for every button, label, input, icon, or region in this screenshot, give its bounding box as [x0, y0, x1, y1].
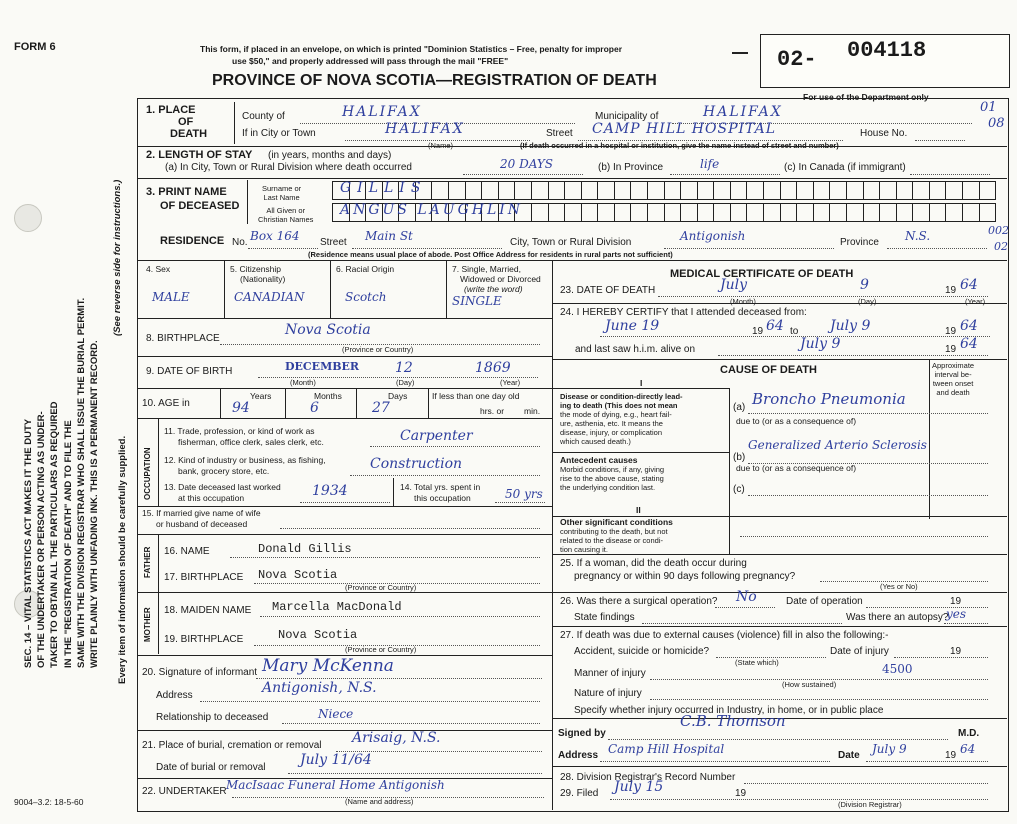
part-two-label: II — [636, 505, 641, 515]
undertaker-label: 22. UNDERTAKER — [142, 786, 227, 797]
city-value: HALIFAX — [385, 121, 465, 137]
sex-label: 4. Sex — [146, 264, 171, 274]
occupation-vertical-label: OCCUPATION — [143, 447, 152, 500]
certify-label: 24. I HEREBY CERTIFY that I attended deceased from: — [560, 307, 807, 318]
date-of-death-month: July — [720, 277, 748, 293]
cause-c-label: (c) — [733, 484, 745, 495]
burial-date-value: July 11/64 — [300, 752, 372, 768]
mailing-notice-2: use $50," and properly addressed will pass through the mail "FREE" — [232, 56, 509, 66]
industry-value: Construction — [370, 456, 463, 472]
relationship-label: Relationship to deceased — [156, 712, 269, 723]
attended-to: July 9 — [830, 318, 871, 334]
dept-mark-1: 01 — [980, 100, 997, 115]
city-name-caption: (Name) — [428, 141, 454, 150]
nature-label: Nature of injury — [574, 688, 642, 699]
last-worked-value: 1934 — [312, 483, 348, 499]
registration-number: 004118 — [847, 38, 927, 63]
house-no-label: House No. — [860, 128, 908, 139]
citizenship-label: 5. Citizenship (Nationality) — [230, 264, 286, 284]
residence-margin-1: 002 — [988, 224, 1009, 237]
findings-label: State findings — [574, 612, 635, 623]
signed-year: 64 — [960, 742, 976, 756]
mother-vertical-label: MOTHER — [143, 607, 152, 642]
part-one-label: I — [640, 378, 643, 388]
stay-a-value: 20 DAYS — [500, 157, 554, 171]
place-of-death-label: 1. PLACE OF DEATH — [146, 104, 208, 140]
side-notice: SEC. 14 – VITAL STATISTICS ACT MAKES IT THE DUTY OF THE UNDERTAKER OR PERSON ACTING AS UNDER- TAKER TO OBTAIN ALL THE PARTICULARS AS REQUIRED IN THE "REGISTRATION OF DEATH" AND TO FILE THE SAME WITH THE DIVISION REGISTRAR WHO SHALL ISSUE THE BURIAL PERMIT. WRITE PLAINLY WITH UNFADING INK. THIS IS A PERMANENT RECORD. — [23, 297, 101, 668]
marital-label: 7. Single, Married, Widowed or Divorced (write the word) — [452, 264, 541, 294]
other-conditions-label: Other significant conditions contributing to the death, but not related to the disease or condi- tion causing it. — [560, 517, 673, 554]
injury-date-label: Date of injury — [830, 646, 889, 657]
pregnancy-label: 25. If a woman, did the death occur during pregnancy or within 90 days following pregnancy? — [560, 558, 796, 582]
father-birthplace-value: Nova Scotia — [258, 568, 338, 582]
burial-place-label: 21. Place of burial, cremation or removal — [142, 740, 322, 751]
dob-label: 9. DATE OF BIRTH — [146, 366, 233, 377]
signed-year-prefix: 19 — [945, 750, 957, 761]
mother-maiden-label: 18. MAIDEN NAME — [164, 605, 252, 616]
accident-label: Accident, suicide or homicide? — [574, 646, 710, 657]
trade-value: Carpenter — [400, 428, 473, 444]
surname-grid — [332, 181, 996, 200]
last-saw-year-prefix: 19 — [945, 344, 957, 355]
form-title: PROVINCE OF NOVA SCOTIA—REGISTRATION OF DEATH — [212, 72, 657, 89]
birthplace-value: Nova Scotia — [285, 322, 371, 338]
informant-address: Antigonish, N.S. — [262, 680, 377, 696]
surgery-value: No — [736, 589, 757, 605]
interval-label: Approximate interval be- tween onset and death — [932, 361, 975, 397]
registration-number-box — [760, 34, 1010, 88]
external-causes-label: 27. If death was due to external causes (violence) fill in also the following:- — [560, 630, 889, 641]
antecedent-label: Antecedent causes Morbid conditions, if any, giving rise to the above cause, stating the underlying condition last. — [560, 455, 665, 492]
sex-value: MALE — [152, 290, 190, 304]
residence-street-label: Street — [320, 237, 347, 248]
specify-label: Specify whether injury occurred in Industry, in home, or in public place — [574, 705, 884, 716]
mother-birthplace-caption: (Province or Country) — [345, 645, 417, 654]
operation-date-label: Date of operation — [786, 596, 863, 607]
total-years-value: 50 yrs — [505, 487, 543, 501]
father-birthplace-label: 17. BIRTHPLACE — [164, 572, 244, 583]
marital-value: SINGLE — [452, 294, 502, 308]
father-name-label: 16. NAME — [164, 546, 210, 557]
how-sustained-caption: (How sustained) — [782, 680, 837, 689]
municipality-label: Municipality of — [595, 111, 659, 122]
registration-prefix: 02- — [777, 47, 817, 72]
attended-from-year: 64 — [766, 318, 784, 334]
dod-month-caption: (Month) — [730, 297, 756, 306]
filed-label: 29. Filed — [560, 788, 599, 799]
manner-label: Manner of injury — [574, 668, 646, 679]
years-label: Years — [250, 391, 272, 401]
given-name-label: All Given or Christian Names — [258, 206, 314, 224]
cause-b-label: (b) — [733, 452, 746, 463]
date-of-death-label: 23. DATE OF DEATH — [560, 285, 656, 296]
punch-hole-top — [14, 204, 42, 232]
residence-label: RESIDENCE — [160, 235, 225, 247]
months-label: Months — [314, 391, 342, 401]
relationship-value: Niece — [318, 707, 354, 721]
hrs-label: hrs. or — [480, 406, 505, 416]
last-saw-label: and last saw h.i.m. alive on — [575, 344, 696, 355]
age-label: 10. AGE in — [142, 398, 190, 409]
min-label: min. — [524, 406, 541, 416]
pregnancy-caption: (Yes or No) — [880, 582, 918, 591]
mother-birthplace-label: 19. BIRTHPLACE — [164, 634, 244, 645]
to-label: to — [790, 326, 799, 337]
total-years-label: 14. Total yrs. spent in this occupation — [400, 482, 481, 503]
form-number: FORM 6 — [14, 41, 56, 53]
side-careful-note: Every item of information should be carefully supplied. — [117, 435, 128, 684]
burial-place-value: Arisaig, N.S. — [352, 730, 441, 746]
stay-a-label: (a) In City, Town or Rural Division where death occurred — [165, 162, 412, 173]
undertaker-value: MacIsaac Funeral Home Antigonish — [226, 778, 445, 792]
trade-label: 11. Trade, profession, or kind of work as fisherman, office clerk, sales clerk, etc. — [164, 426, 324, 447]
street-label: Street — [546, 128, 573, 139]
dash-mark — [732, 52, 748, 54]
attended-from-year-prefix: 19 — [752, 326, 764, 337]
residence-no-value: Box 164 — [250, 229, 300, 243]
cause-a-due-to: due to (or as a consequence of) — [736, 416, 857, 426]
date-of-death-year: 64 — [960, 277, 978, 293]
dob-day: 12 — [395, 360, 413, 376]
state-which-caption: (State which) — [735, 658, 779, 667]
signer-value: C.B. Thomson — [680, 712, 786, 730]
residence-province-label: Province — [840, 237, 879, 248]
county-value: HALIFAX — [342, 104, 422, 120]
spouse-label: 15. If married give name of wife or husband of deceased — [142, 508, 261, 529]
father-vertical-label: FATHER — [143, 546, 152, 578]
age-years-value: 94 — [232, 400, 250, 416]
injury-date-year-prefix: 19 — [950, 646, 962, 657]
attended-to-year: 64 — [960, 318, 978, 334]
length-of-stay-label: 2. LENGTH OF STAY — [146, 149, 253, 161]
residence-street-value: Main St — [365, 229, 413, 243]
cause-b-value: Generalized Arterio Sclerosis — [748, 438, 927, 452]
given-name-value: ANGUS LAUGHLIN — [340, 202, 524, 218]
less-than-day-label: If less than one day old — [432, 391, 520, 401]
operation-date-year-prefix: 19 — [950, 596, 962, 607]
surname-label: Surname or Last Name — [262, 184, 302, 202]
disease-label: Disease or condition-directly lead- ing to death (This does not mean the mode of dying, e.g., heart fail- ure, asthenia, etc. It means the disease, injury, or complication which caused death.) — [560, 392, 683, 446]
birthplace-label: 8. BIRTHPLACE — [146, 333, 220, 344]
stay-c-label: (c) In Canada (if immigrant) — [784, 162, 906, 173]
stay-b-value: life — [700, 157, 720, 171]
dod-year-caption: (Year) — [965, 297, 986, 306]
surgery-label: 26. Was there a surgical operation? — [560, 596, 718, 607]
signed-date-value: July 9 — [872, 742, 907, 756]
mother-maiden-value: Marcella MacDonald — [272, 600, 402, 614]
racial-origin-value: Scotch — [345, 290, 387, 304]
signed-by-label: Signed by — [558, 728, 606, 739]
side-instructions: (See reverse side for instructions.) — [112, 179, 123, 336]
father-birthplace-caption: (Province or Country) — [345, 583, 417, 592]
signed-date-label: Date — [838, 750, 860, 761]
registrar-record-label: 28. Division Registrar's Record Number — [560, 772, 736, 783]
dob-month: DECEMBER — [285, 360, 360, 373]
residence-division-label: City, Town or Rural Division — [510, 237, 632, 248]
last-saw-year: 64 — [960, 336, 978, 352]
cause-a-value: Broncho Pneumonia — [752, 390, 906, 408]
medical-certificate-title: MEDICAL CERTIFICATE OF DEATH — [670, 268, 854, 280]
cause-of-death-title: CAUSE OF DEATH — [720, 364, 817, 376]
date-of-death-year-prefix: 19 — [945, 285, 957, 296]
print-name-label: 3. PRINT NAME OF DECEASED — [146, 186, 240, 212]
residence-division-value: Antigonish — [680, 229, 746, 243]
dept-use-label: For use of the Department only — [803, 92, 929, 102]
md-label: M.D. — [958, 728, 980, 739]
footer-code: 9004–3.2: 18-5-60 — [14, 797, 84, 807]
county-label: County of — [242, 111, 285, 122]
dob-month-caption: (Month) — [290, 378, 316, 387]
days-label: Days — [388, 391, 408, 401]
attended-from: June 19 — [605, 318, 660, 334]
cause-a-label: (a) — [733, 402, 746, 413]
dod-day-caption: (Day) — [858, 297, 877, 306]
informant-signature-label: 20. Signature of informant — [142, 667, 258, 678]
filed-year-prefix: 19 — [735, 788, 747, 799]
dept-mark-2: 08 — [988, 116, 1005, 131]
signed-address-label: Address — [558, 750, 599, 761]
informant-signature: Mary McKenna — [262, 656, 394, 676]
residence-no-label: No. — [232, 237, 248, 248]
autopsy-value: yes — [946, 607, 967, 621]
municipality-value: HALIFAX — [703, 104, 783, 120]
hospital-note: (If death occurred in a hospital or institution, give the name instead of street and number) — [520, 141, 839, 150]
burial-date-label: Date of burial or removal — [156, 762, 266, 773]
mother-birthplace-value: Nova Scotia — [278, 628, 358, 642]
attended-to-year-prefix: 19 — [945, 326, 957, 337]
residence-margin-2: 02 — [994, 240, 1008, 253]
dob-year-caption: (Year) — [500, 378, 521, 387]
length-of-stay-sub: (in years, months and days) — [268, 150, 392, 161]
dob-day-caption: (Day) — [396, 378, 415, 387]
dob-year: 1869 — [475, 360, 511, 376]
signed-address-value: Camp Hill Hospital — [608, 742, 725, 756]
citizenship-value: CANADIAN — [234, 290, 305, 304]
cause-b-due-to: due to (or as a consequence of) — [736, 463, 857, 473]
industry-label: 12. Kind of industry or business, as fishing, bank, grocery store, etc. — [164, 455, 326, 476]
autopsy-label: Was there an autopsy? — [846, 612, 949, 623]
age-months-value: 6 — [310, 400, 319, 416]
undertaker-caption: (Name and address) — [345, 797, 414, 806]
filed-value: July 15 — [614, 779, 664, 795]
last-worked-label: 13. Date deceased last worked at this occupation — [164, 482, 281, 503]
birthplace-caption: (Province or Country) — [342, 345, 414, 354]
residence-province-value: N.S. — [905, 229, 931, 243]
residence-note: (Residence means usual place of abode. Post Office Address for residents in rural parts not sufficient) — [308, 250, 673, 259]
city-label: If in City or Town — [242, 128, 316, 139]
date-of-death-day: 9 — [860, 277, 869, 293]
manner-mark: 4500 — [882, 662, 913, 676]
registrar-caption: (Division Registrar) — [838, 800, 902, 809]
mailing-notice-1: This form, if placed in an envelope, on which is printed "Dominion Statistics – Free, penalty for improper — [200, 44, 623, 54]
last-saw-value: July 9 — [800, 336, 841, 352]
age-days-value: 27 — [372, 400, 390, 416]
street-value: CAMP HILL HOSPITAL — [592, 121, 777, 137]
surname-value: GILLIS — [340, 180, 427, 196]
informant-address-label: Address — [156, 690, 193, 701]
racial-origin-label: 6. Racial Origin — [336, 264, 395, 274]
stay-b-label: (b) In Province — [598, 162, 664, 173]
father-name-value: Donald Gillis — [258, 542, 352, 556]
